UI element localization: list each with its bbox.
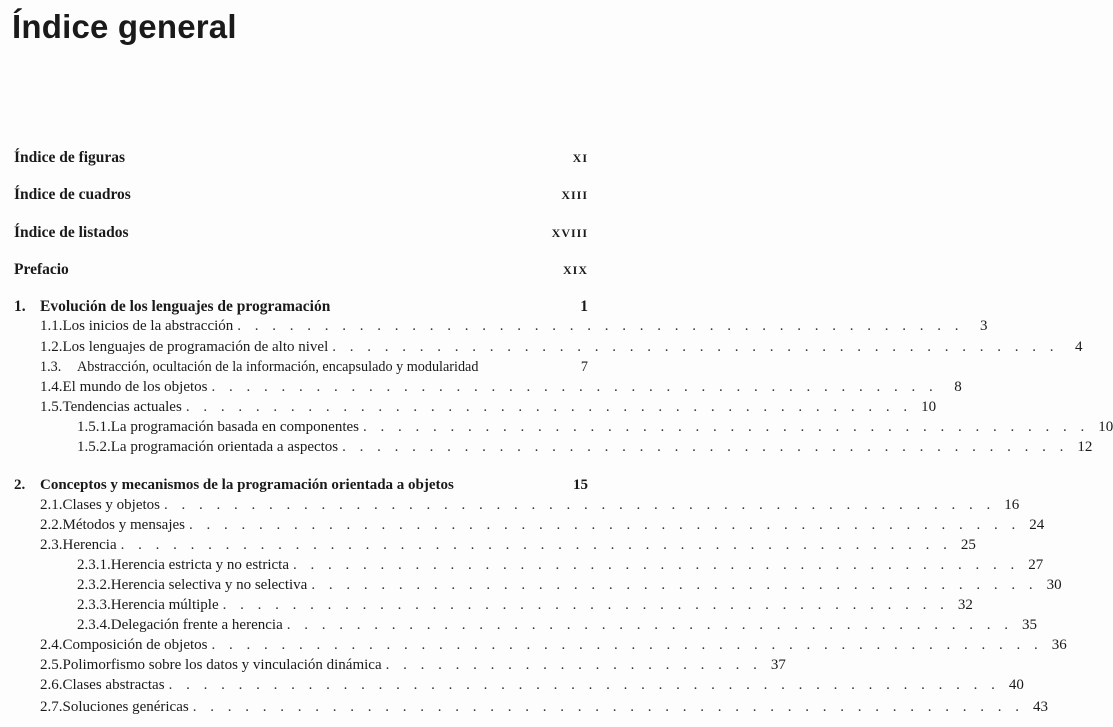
toc-section-title: Polimorfismo sobre los datos y vinculación dinámica (62, 657, 382, 673)
toc-subsection-2-3-4[interactable]: 2.3.4. Delegación frente a herencia . . . . . . . . . . . . . . . . . . . . . . . . . . . . . . . . . . . . . . . . . . 35 (77, 617, 1037, 633)
toc-section-1-3[interactable] (40, 359, 588, 379)
toc-chapter-number: 1. (14, 298, 26, 315)
toc-section-number: 2.4. (40, 637, 63, 653)
toc-subsection-page: 32 (957, 597, 973, 613)
toc-section-2-5[interactable]: 2.5. Polimorfismo sobre los datos y vinculación dinámica . . . . . . . . . . . . . . . . . . . . . . 37 (40, 657, 786, 673)
toc-subsection-number: 1.5.1. (77, 419, 111, 435)
toc-section-title: Clases abstractas (62, 677, 165, 693)
toc-section-number: 2.2. (40, 517, 63, 533)
toc-entry-front-cuadros[interactable] (14, 186, 588, 206)
toc-section-number: 1.1. (40, 318, 63, 334)
toc-section-page: 4 (1075, 339, 1083, 355)
toc-subsection-number: 2.3.3. (77, 597, 111, 613)
toc-section-page: 43 (1032, 699, 1048, 715)
toc-section-page: 16 (1004, 497, 1020, 513)
toc-entry-page: XIX (562, 263, 588, 277)
toc-section-number: 1.2. (40, 339, 63, 355)
toc-subsection-2-3-3[interactable]: 2.3.3. Herencia múltiple . . . . . . . . . . . . . . . . . . . . . . . . . . . . . . . . . . . . . . . . . . 32 (77, 597, 973, 613)
toc-section-number: 2.3. (40, 537, 63, 553)
toc-section-title: El mundo de los objetos (62, 379, 208, 395)
toc-section-title: Tendencias actuales (62, 399, 182, 415)
toc-section-page: 24 (1029, 517, 1045, 533)
toc-subsection-title: Herencia selectiva y no selectiva (110, 577, 308, 593)
toc-subsection-1-5-2[interactable]: 1.5.2. La programación orientada a aspectos . . . . . . . . . . . . . . . . . . . . . . . . . . . . . . . . . . . . . . . . . . 12 (77, 439, 1093, 455)
toc-section-number: 2.1. (40, 497, 63, 513)
toc-subsection-title: Herencia múltiple (110, 597, 219, 613)
toc-subsection-number: 2.3.1. (77, 557, 111, 573)
toc-section-page: 10 (921, 399, 937, 415)
toc-section-title: Herencia (62, 537, 117, 553)
toc-chapter-title: Evolución de los lenguajes de programación (40, 298, 331, 315)
toc-subsection-title: Herencia estricta y no estricta (110, 557, 289, 573)
toc-subsection-page: 27 (1028, 557, 1044, 573)
toc-section-title: Composición de objetos (62, 637, 208, 653)
toc-section-title: Clases y objetos (62, 497, 160, 513)
toc-subsection-number: 2.3.4. (77, 617, 111, 633)
toc-section-number: 2.6. (40, 677, 63, 693)
toc-section-2-2[interactable]: 2.2. Métodos y mensajes . . . . . . . . . . . . . . . . . . . . . . . . . . . . . . . . . . . . . . . . . . . . . . . . 24 (40, 517, 1045, 533)
toc-entry-front-listados[interactable] (14, 224, 588, 244)
toc-entry-title: Índice de listados (14, 224, 129, 241)
toc-entry-front-prefacio[interactable] (14, 261, 588, 281)
toc-section-number: 1.3. (40, 359, 62, 375)
toc-subsection-number: 2.3.2. (77, 577, 111, 593)
toc-section-2-4[interactable]: 2.4. Composición de objetos . . . . . . . . . . . . . . . . . . . . . . . . . . . . . . . . . . . . . . . . . . . . . . . . 36 (40, 637, 1067, 653)
toc-entry-title: Prefacio (14, 261, 69, 278)
toc-section-1-4[interactable]: 1.4. El mundo de los objetos . . . . . . . . . . . . . . . . . . . . . . . . . . . . . . . . . . . . . . . . . . 8 (40, 379, 962, 395)
toc-subsection-number: 1.5.2. (77, 439, 111, 455)
toc-section-1-1[interactable]: 1.1. Los inicios de la abstracción . . . . . . . . . . . . . . . . . . . . . . . . . . . . . . . . . . . . . . . . . . 3 (40, 318, 988, 334)
toc-section-page: 37 (770, 657, 786, 673)
toc-section-number: 1.5. (40, 399, 63, 415)
page-title: Índice general (12, 8, 237, 45)
toc-section-2-1[interactable]: 2.1. Clases y objetos . . . . . . . . . . . . . . . . . . . . . . . . . . . . . . . . . . . . . . . . . . . . . . . . 16 (40, 497, 1020, 513)
toc-entry-page: XVIII (551, 226, 588, 240)
toc-section-page: 40 (1008, 677, 1024, 693)
toc-section-title: Soluciones genéricas (62, 699, 189, 715)
toc-section-page: 36 (1051, 637, 1067, 653)
toc-subsection-title: La programación orientada a aspectos (110, 439, 339, 455)
toc-section-number: 2.7. (40, 699, 63, 715)
toc-entry-title: Índice de figuras (14, 149, 126, 166)
toc-section-page: 7 (580, 359, 588, 375)
toc-subsection-title: La programación basada en componentes (110, 419, 359, 435)
toc-subsection-title: Delegación frente a herencia (110, 617, 283, 633)
toc-section-title: Métodos y mensajes (62, 517, 185, 533)
toc-entry-page: XI (572, 151, 588, 165)
toc-subsection-page: 12 (1077, 439, 1093, 455)
toc-chapter-page: 15 (573, 477, 588, 493)
toc-section-1-5[interactable]: 1.5. Tendencias actuales . . . . . . . . . . . . . . . . . . . . . . . . . . . . . . . . . . . . . . . . . . 10 (40, 399, 937, 415)
toc-chapter-page: 1 (580, 298, 588, 315)
toc-section-number: 2.5. (40, 657, 63, 673)
toc-subsection-page: 35 (1021, 617, 1037, 633)
toc-entry-title: Índice de cuadros (14, 186, 131, 203)
toc-section-title: Los lenguajes de programación de alto nivel (62, 339, 329, 355)
toc-subsection-page: 30 (1046, 577, 1062, 593)
toc-subsection-page: 10 (1098, 419, 1113, 435)
toc-section-page: 3 (980, 318, 988, 334)
toc-section-title: Abstracción, ocultación de la información, encapsulado y modularidad (77, 359, 479, 375)
toc-subsection-1-5-1[interactable]: 1.5.1. La programación basada en componentes . . . . . . . . . . . . . . . . . . . . . . . . . . . . . . . . . . . . . . . . . . 10 (77, 419, 1113, 435)
toc-section-title: Los inicios de la abstracción (62, 318, 234, 334)
toc-section-page: 25 (960, 537, 976, 553)
toc-chapter-number: 2. (14, 477, 26, 493)
toc-chapter-2[interactable] (14, 477, 588, 497)
toc-section-2-3[interactable]: 2.3. Herencia . . . . . . . . . . . . . . . . . . . . . . . . . . . . . . . . . . . . . . . . . . . . . . . . 25 (40, 537, 976, 553)
toc-section-number: 1.4. (40, 379, 63, 395)
toc-entry-front-figuras[interactable] (14, 149, 588, 169)
toc-section-page: 8 (954, 379, 962, 395)
toc-chapter-title: Conceptos y mecanismos de la programación orientada a objetos (40, 477, 454, 493)
toc-entry-page: XIII (561, 188, 588, 202)
toc-subsection-2-3-1[interactable]: 2.3.1. Herencia estricta y no estricta . . . . . . . . . . . . . . . . . . . . . . . . . . . . . . . . . . . . . . . . . . 27 (77, 557, 1044, 573)
toc-chapter-1[interactable] (14, 298, 588, 318)
toc-section-2-7[interactable]: 2.7. Soluciones genéricas . . . . . . . . . . . . . . . . . . . . . . . . . . . . . . . . . . . . . . . . . . . . . . . . 43 (40, 699, 1048, 715)
toc-subsection-2-3-2[interactable]: 2.3.2. Herencia selectiva y no selectiva . . . . . . . . . . . . . . . . . . . . . . . . . . . . . . . . . . . . . . . . . . 30 (77, 577, 1062, 593)
toc-section-2-6[interactable]: 2.6. Clases abstractas . . . . . . . . . . . . . . . . . . . . . . . . . . . . . . . . . . . . . . . . . . . . . . . . 40 (40, 677, 1024, 693)
toc-section-1-2[interactable]: 1.2. Los lenguajes de programación de alto nivel . . . . . . . . . . . . . . . . . . . . . . . . . . . . . . . . . . . . . . . . . . 4 (40, 339, 1083, 355)
